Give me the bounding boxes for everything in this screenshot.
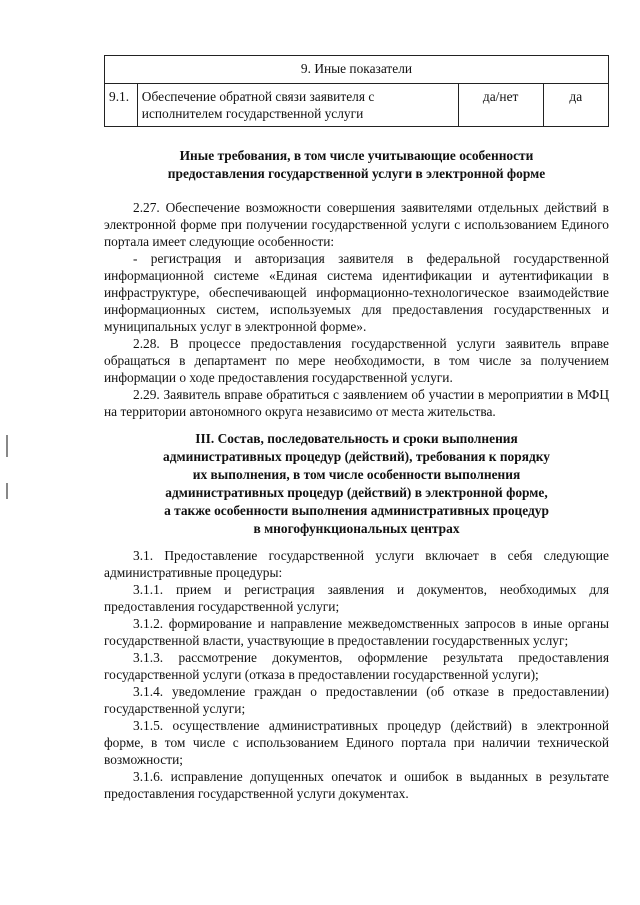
- paragraph-3-1-6: 3.1.6. исправление допущенных опечаток и ошибок в выданных в результате предоставления государственной услуги документах.: [104, 769, 609, 801]
- paragraph-2-27: 2.27. Обеспечение возможности совершения заявителями отдельных действий в электронной форме при получении государственной услуги с использованием Единого портала имеет следующие особенности:: [104, 200, 609, 249]
- heading-line: административных процедур (действий) в электронной форме,: [165, 485, 548, 500]
- paragraph-3-1-4: 3.1.4. уведомление граждан о предоставлении (об отказе в предоставлении) государственной услуги;: [104, 684, 609, 716]
- table-section-title: 9. Иные показатели: [105, 56, 609, 84]
- heading-line: Иные требования, в том числе учитывающие особенности: [179, 148, 534, 163]
- table-row: [105, 84, 609, 127]
- section-heading-other-requirements: [104, 147, 609, 183]
- paragraph-3-1-1: 3.1.1. прием и регистрация заявления и документов, необходимых для предоставления государственной услуги;: [104, 582, 609, 614]
- paragraph-3-1: 3.1. Предоставление государственной услуги включает в себя следующие административные процедуры:: [104, 548, 609, 580]
- paragraph-2-29: 2.29. Заявитель вправе обратиться с заявлением об участии в мероприятии в МФЦ на территории автономного округа независимо от места жительства.: [104, 387, 609, 419]
- paragraph-3-1-5: 3.1.5. осуществление административных процедур (действий) в электронной форме, в том числе с использованием Единого портала при наличии технической возможности;: [104, 718, 609, 767]
- paragraph-2-28: 2.28. В процессе предоставления государственной услуги заявитель вправе обращаться в департамент по мере необходимости, в том числе за получением информации о ходе предоставления государственной услуги.: [104, 336, 609, 385]
- section-heading-iii: [104, 430, 609, 538]
- row-number: 9.1.: [105, 84, 138, 127]
- paragraph-registration: - регистрация и авторизация заявителя в федеральной государственной информационной системе «Единая система идентификации и аутентификации в инфраструктуре, обеспечивающей информационно-технологическое взаимодействие информационных систем, используемых для предоставления государственных и муниципальных услуг в электронной форме».: [104, 251, 609, 334]
- table-section-row: [105, 56, 609, 84]
- scan-margin-mark: [6, 435, 8, 457]
- paragraphs-block-2: [104, 547, 609, 802]
- heading-line: в многофункциональных центрах: [253, 521, 460, 536]
- row-value: да: [543, 84, 608, 127]
- paragraphs-block-1: [104, 199, 609, 420]
- scan-margin-mark: [6, 483, 8, 499]
- row-unit: да/нет: [458, 84, 543, 127]
- heading-line: предоставления государственной услуги в электронной форме: [167, 166, 546, 181]
- row-description: Обеспечение обратной связи заявителя с исполнителем государственной услуги: [137, 84, 458, 127]
- paragraph-3-1-3: 3.1.3. рассмотрение документов, оформление результата предоставления государственной услуги (отказа в предоставлении государственной услуги);: [104, 650, 609, 682]
- heading-line: а также особенности выполнения административных процедур: [164, 503, 549, 518]
- heading-line: административных процедур (действий), требования к порядку: [163, 449, 550, 464]
- paragraph-3-1-2: 3.1.2. формирование и направление межведомственных запросов в иные органы государственной власти, участвующие в предоставлении государственных услуг;: [104, 616, 609, 648]
- heading-line: их выполнения, в том числе особенности выполнения: [192, 467, 521, 482]
- heading-line: III. Состав, последовательность и сроки выполнения: [195, 431, 518, 446]
- indicators-table: [104, 55, 609, 127]
